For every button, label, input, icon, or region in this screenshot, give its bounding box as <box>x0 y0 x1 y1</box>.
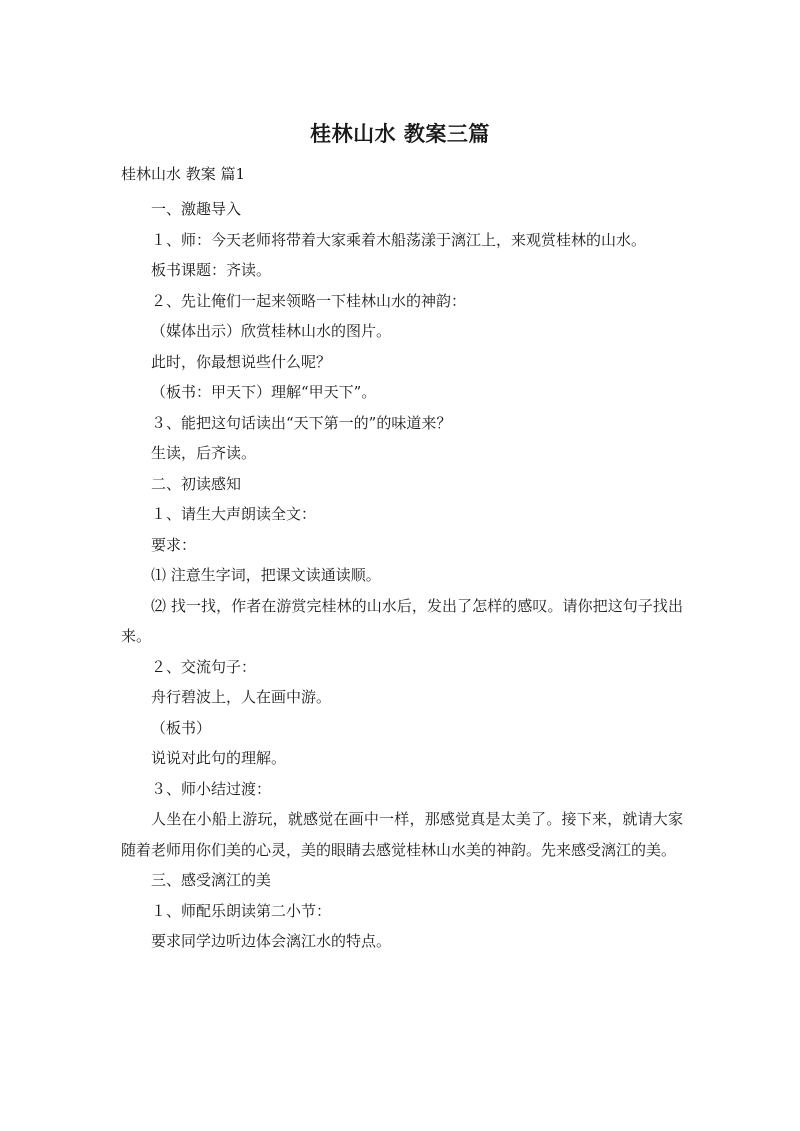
paragraph: 生读，后齐读。 <box>151 444 257 462</box>
paragraph: １、请生大声朗读全文： <box>151 505 317 523</box>
paragraph: ⑵ 找一找，作者在游赏完桂林的山水后，发出了怎样的感叹。请你把这句子找出来。 <box>121 596 683 645</box>
paragraph: ３、师小结过渡： <box>151 779 272 798</box>
paragraph: 人坐在小船上游玩，就感觉在画中一样，那感觉真是太美了。接下来，就请大家随着老师用你们美的心灵，美的眼睛去感觉桂林山水美的神韵。先来感受漓江的美。 <box>121 810 683 859</box>
paragraph: １、师：今天老师将带着大家乘着木船荡漾于漓江上，来观赏桂林的山水。 <box>151 230 647 249</box>
paragraph: 要求： <box>151 535 197 554</box>
document-subtitle: 桂林山水 教案 篇1 <box>121 165 246 183</box>
paragraph: 一、激趣导入 <box>151 200 242 218</box>
paragraph: 舟行碧波上，人在画中游。 <box>151 688 332 706</box>
paragraph: 要求同学边听边体会漓江水的特点。 <box>151 932 392 950</box>
paragraph: （板书） <box>151 718 212 737</box>
paragraph: 二、初读感知 <box>151 474 242 493</box>
paragraph: 三、感受漓江的美 <box>151 871 272 889</box>
paragraph: 板书课题：齐读。 <box>151 261 272 279</box>
paragraph: 此时，你最想说些什么呢？ <box>151 352 332 371</box>
paragraph: 说说对此句的理解。 <box>151 749 287 767</box>
paragraph: ２、先让俺们一起来领略一下桂林山水的神韵： <box>151 291 467 310</box>
paragraph: １、师配乐朗读第二小节： <box>151 901 332 920</box>
paragraph: ２、交流句子： <box>151 657 257 676</box>
paragraph: （媒体出示）欣赏桂林山水的图片。 <box>151 322 392 340</box>
paragraph: （板书：甲天下）理解“甲天下”。 <box>151 383 377 401</box>
document-body <box>121 194 683 957</box>
paragraph: ３、能把这句话读出“天下第一的”的味道来？ <box>151 413 452 432</box>
paragraph: ⑴ 注意生字词，把课文读通读顺。 <box>151 566 381 584</box>
document-title: 桂林山水 教案三篇 <box>310 122 490 146</box>
